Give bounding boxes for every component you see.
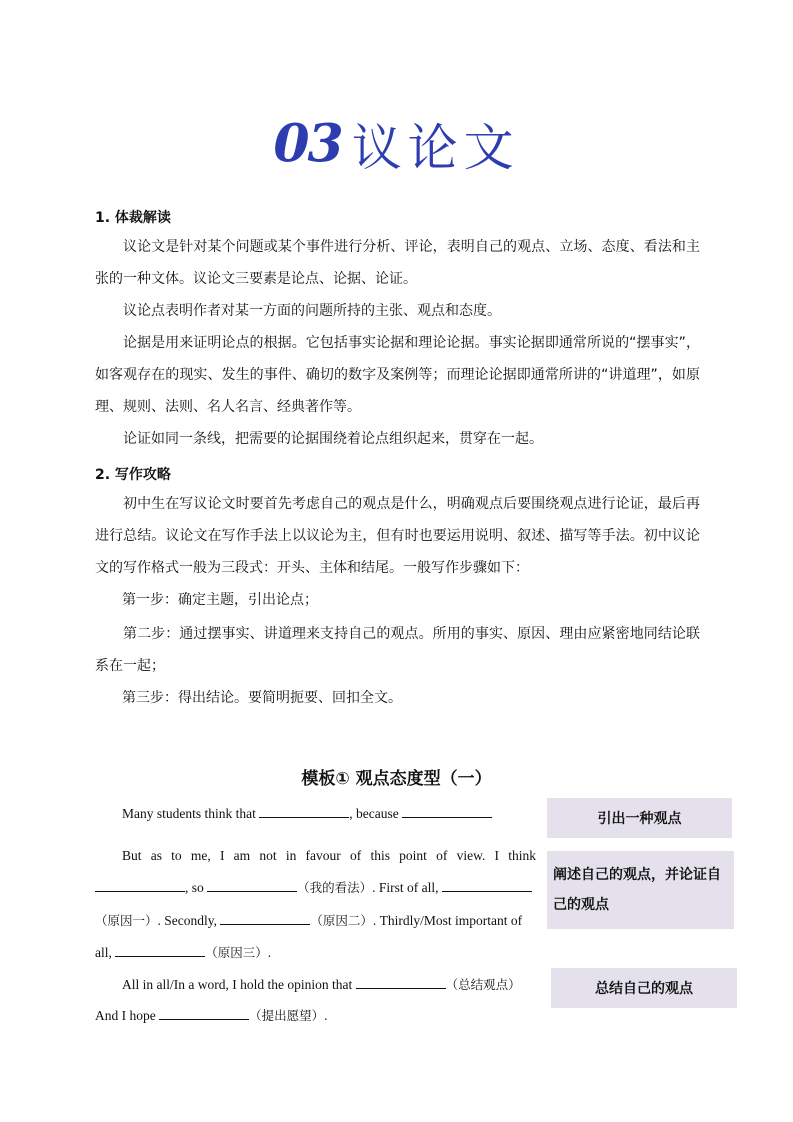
template-text: , so xyxy=(185,880,204,895)
title-number: 03 xyxy=(273,113,342,175)
annotation-box-argument: 阐述自己的观点，并论证自己的观点 xyxy=(547,851,734,929)
title-text: 议论文 xyxy=(351,119,520,177)
template-note: （我的看法） xyxy=(297,880,373,895)
section1-heading: 1. 体裁解读 xyxy=(95,210,171,226)
template-note: （原因一） xyxy=(95,913,158,928)
fill-blank xyxy=(159,1007,249,1020)
template-line-4 xyxy=(95,911,522,931)
fill-blank xyxy=(220,912,310,925)
template-text: . First of all, xyxy=(372,880,439,895)
fill-blank xyxy=(115,944,205,957)
template-line-3 xyxy=(95,878,532,898)
template-title: 模板① 观点态度型（一） xyxy=(301,769,492,789)
template-text: Many students think that xyxy=(122,806,256,821)
section1-paragraph-1: 议论文是针对某个问题或某个事件进行分析、评论，表明自己的观点、立场、态度、看法和主张的一种文体。议论文三要素是论点、论据、论证。 xyxy=(95,239,700,287)
step-3: 第三步：得出结论。要简明扼要、回扣全文。 xyxy=(122,690,402,706)
template-note: （提出愿望） xyxy=(249,1008,325,1023)
template-text: . xyxy=(267,945,272,960)
annotation-box-summary: 总结自己的观点 xyxy=(551,968,737,1008)
template-note: （总结观点） xyxy=(445,977,521,992)
template-text: And I hope xyxy=(95,1008,156,1023)
template-line-5 xyxy=(95,943,271,963)
section2-intro: 初中生在写议论文时要首先考虑自己的观点是什么，明确观点后要围绕观点进行论证，最后再进行总结。议论文在写作手法上以议论为主，但有时也要运用说明、叙述、描写等手法。初中议论文的写作格式一般为三段式：开头、主体和结尾。一般写作步骤如下： xyxy=(95,496,700,576)
fill-blank xyxy=(442,879,532,892)
section1-paragraph-3: 论据是用来证明论点的根据。它包括事实论据和理论论据。事实论据即通常所说的“摆事实”，如客观存在的现实、发生的事件、确切的数字及案例等；而理论论据即通常所讲的“讲道理”，如原理、规则、法则、名人名言、经典著作等。 xyxy=(95,335,700,415)
step-1: 第一步：确定主题，引出论点； xyxy=(122,592,318,608)
fill-blank xyxy=(356,976,446,989)
template-line-6 xyxy=(122,975,521,995)
template-line-2: But as to me, I am not in favour of this point of view. I think xyxy=(122,848,536,863)
section2-heading: 2. 写作攻略 xyxy=(95,467,171,483)
fill-blank xyxy=(95,879,185,892)
template-text: . Thirdly/Most important of xyxy=(372,913,523,928)
annotation-box-intro: 引出一种观点 xyxy=(547,798,732,838)
section1-paragraph-4: 论证如同一条线，把需要的论据围绕着论点组织起来，贯穿在一起。 xyxy=(123,431,543,447)
page-title xyxy=(0,108,793,180)
template-text: All in all/In a word, I hold the opinion that xyxy=(122,977,353,992)
step-2: 第二步：通过摆事实、讲道理来支持自己的观点。所用的事实、原因、理由应紧密地同结论联系在一起； xyxy=(95,626,700,674)
fill-blank xyxy=(402,805,492,818)
template-text: . Secondly, xyxy=(157,913,218,928)
template-text: , because xyxy=(349,806,399,821)
template-text: all, xyxy=(95,945,112,960)
template-line-7 xyxy=(95,1006,328,1026)
template-note: （原因二） xyxy=(310,913,373,928)
fill-blank xyxy=(207,879,297,892)
template-line-1 xyxy=(122,804,492,824)
fill-blank xyxy=(259,805,349,818)
section1-paragraph-2: 议论点表明作者对某一方面的问题所持的主张、观点和态度。 xyxy=(123,303,501,319)
template-note: （原因三） xyxy=(205,945,268,960)
template-text: . xyxy=(324,1008,328,1023)
